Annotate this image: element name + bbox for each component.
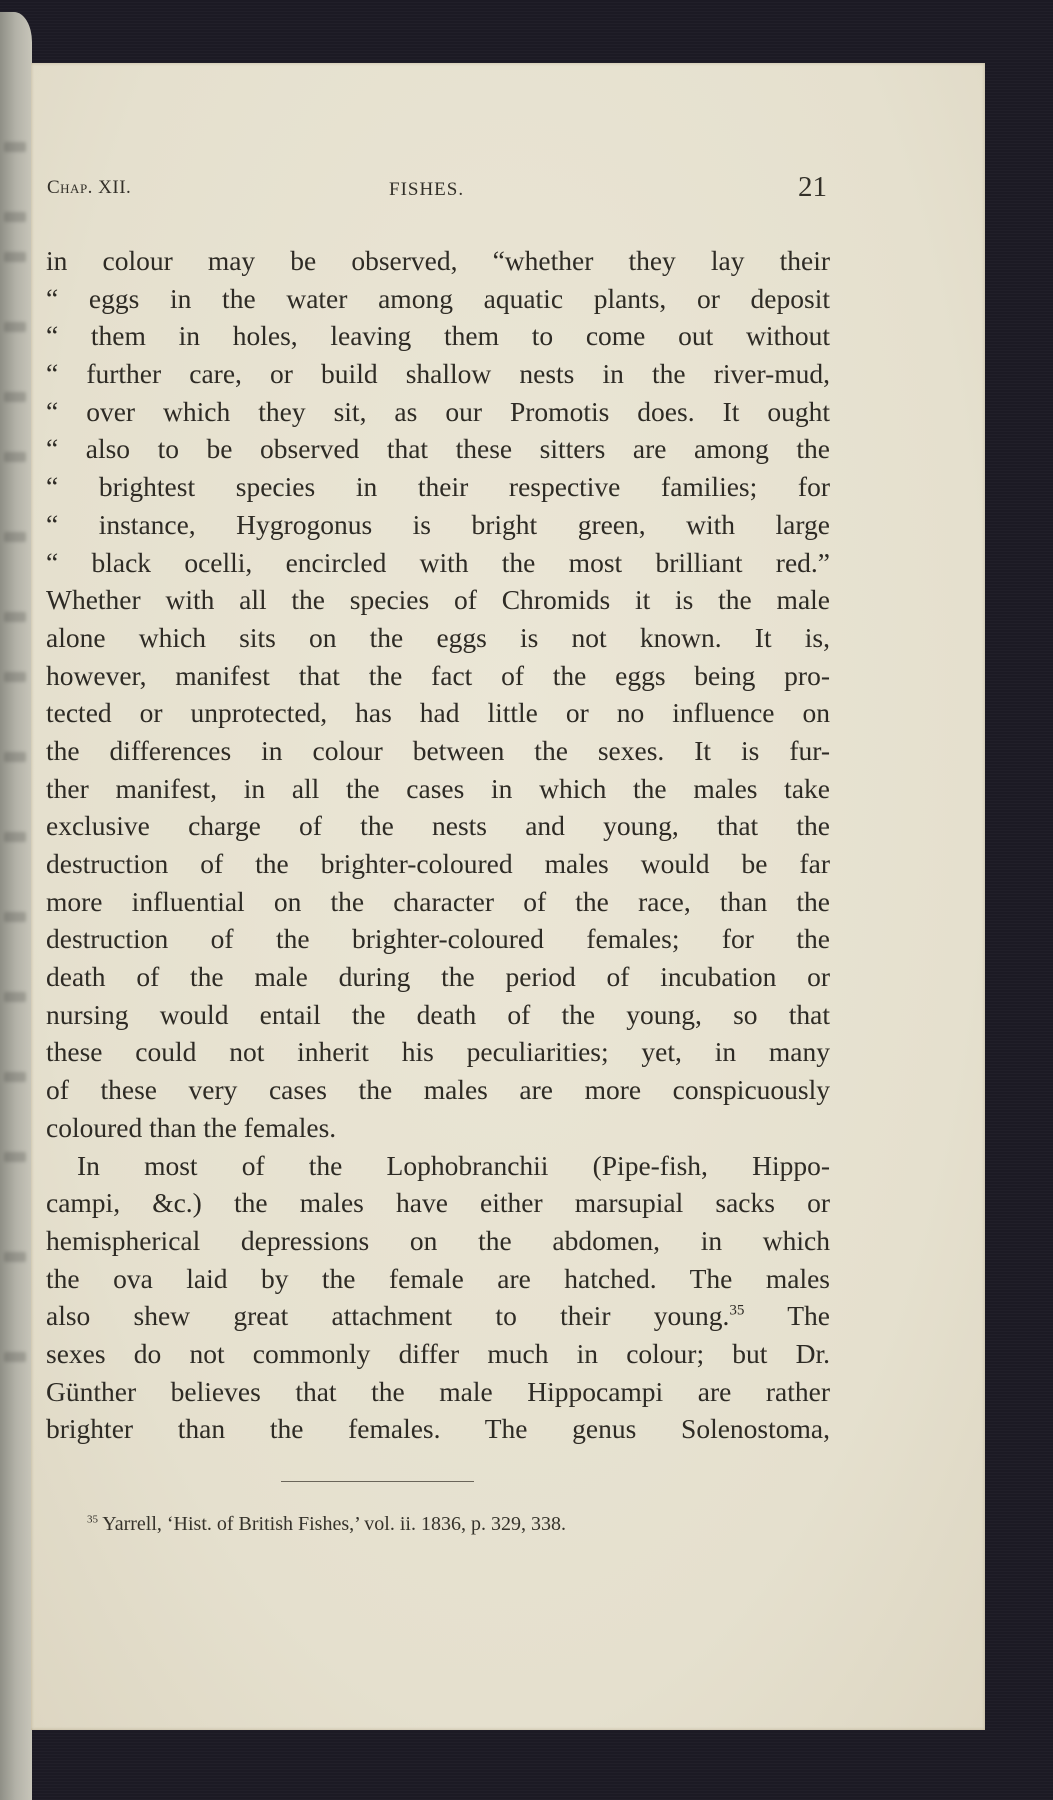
text-line: destruction of the brighter-coloured males would be far <box>46 848 830 879</box>
text-line: “ black ocelli, encircled with the most brilliant red.” <box>46 546 830 578</box>
text-line: more influential on the character of the race, than the <box>46 885 830 917</box>
text-line: “ instance, Hygrogonus is bright green, with large <box>46 508 830 540</box>
page-number: 21 <box>798 171 827 203</box>
text-line: Whether with all the species of Chromids it is the male <box>46 584 830 616</box>
text-line: sexes do not commonly differ much in colour; but Dr. <box>46 1337 830 1369</box>
text-line: exclusive charge of the nests and young, that the <box>46 810 830 842</box>
text-line: “ brightest species in their respective families; for <box>46 471 830 503</box>
text-line: the ova laid by the female are hatched. The males <box>46 1262 830 1294</box>
footnote-text: Yarrell, ‘Hist. of British Fishes,’ vol. ii. 1836, p. 329, 338. <box>98 1513 566 1535</box>
text-line: “ eggs in the water among aquatic plants, or deposit <box>46 282 830 314</box>
text-line: in colour may be observed, “whether they lay their <box>46 245 830 276</box>
text-line: campi, &c.) the males have either marsupial sacks or <box>46 1187 830 1219</box>
text-line: death of the male during the period of incubation or <box>46 961 830 993</box>
text-line: however, manifest that the fact of the eggs being pro- <box>46 659 830 691</box>
text-line-with-footnote-ref <box>46 1297 830 1335</box>
text-line: tected or unprotected, has had little or no influence on <box>46 697 830 729</box>
text-line: destruction of the brighter-coloured females; for the <box>46 923 830 955</box>
text-line: nursing would entail the death of the young, so that <box>46 998 830 1030</box>
body-text <box>46 242 830 1448</box>
book-page <box>31 63 985 1730</box>
text-line: brighter than the females. The genus Solenostoma, <box>46 1413 830 1445</box>
text-line: “ them in holes, leaving them to come out without <box>46 320 830 352</box>
text-segment: The <box>744 1300 830 1332</box>
text-line: “ over which they sit, as our Promotis does. It ought <box>46 395 830 427</box>
text-line: these could not inherit his peculiarities; yet, in many <box>46 1036 830 1068</box>
previous-page-edge <box>0 12 32 1800</box>
footnote-reference[interactable]: 35 <box>729 1302 745 1319</box>
running-title: FISHES. <box>389 179 465 200</box>
paragraph-start-line: In most of the Lophobranchii (Pipe-fish, Hippo- <box>77 1149 830 1181</box>
text-line: of these very cases the males are more conspicuously <box>46 1074 830 1106</box>
text-line: coloured than the females. <box>46 1111 337 1143</box>
text-line: Günther believes that the male Hippocampi are rather <box>46 1375 830 1407</box>
text-segment: also shew great attachment to their young. <box>46 1300 730 1332</box>
running-header <box>47 171 847 205</box>
chapter-label: Chap. XII. <box>47 177 132 198</box>
footnote-marker: 35 <box>87 1513 98 1526</box>
footnote-divider <box>281 1481 474 1482</box>
footnote <box>87 1513 566 1536</box>
text-line: “ also to be observed that these sitters are among the <box>46 433 830 465</box>
text-line: ther manifest, in all the cases in which the males take <box>46 772 830 804</box>
text-line: “ further care, or build shallow nests in the river-mud, <box>46 358 830 390</box>
text-line: the differences in colour between the sexes. It is fur- <box>46 734 830 766</box>
text-line: alone which sits on the eggs is not known. It is, <box>46 621 830 653</box>
text-line: hemispherical depressions on the abdomen, in which <box>46 1224 830 1256</box>
